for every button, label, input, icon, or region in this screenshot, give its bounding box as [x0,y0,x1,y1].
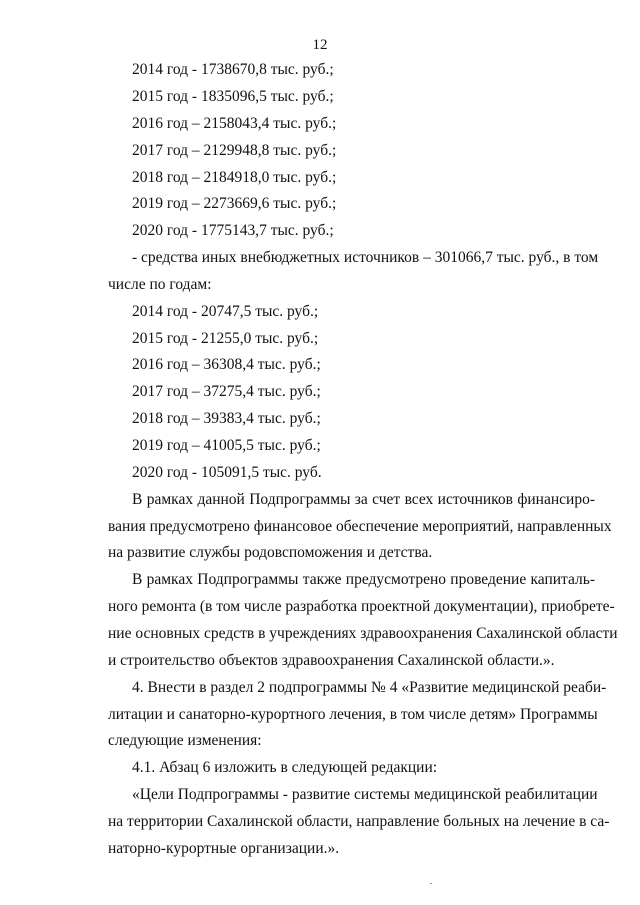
other-year-line-2019: 2019 год – 41005,5 тыс. руб.; [132,437,321,454]
capital-paragraph-line-4: и строительство объектов здравоохранения Сахалинской области.». [108,652,555,669]
year-line-2014: 2014 год - 1738670,8 тыс. руб.; [132,61,334,78]
year-line-2018: 2018 год – 2184918,0 тыс. руб.; [132,169,337,186]
year-line-2017: 2017 год – 2129948,8 тыс. руб.; [132,142,337,159]
item-4-line-1: 4. Внести в раздел 2 подпрограммы № 4 «Развитие медицинской реаби- [132,679,607,696]
goals-line-1: «Цели Подпрограммы - развитие системы медицинской реабилитации [132,786,598,803]
item-4-1: 4.1. Абзац 6 изложить в следующей редакции: [132,759,438,776]
financing-paragraph-line-3: на развитие службы родовспоможения и детства. [108,544,433,561]
year-line-2016: 2016 год – 2158043,4 тыс. руб.; [132,115,337,132]
scan-speck [430,883,432,884]
capital-paragraph-line-3: ние основных средств в учреждениях здравоохранения Сахалинской области [108,625,618,642]
page-number: 12 [312,37,328,53]
other-year-line-2020: 2020 год - 105091,5 тыс. руб. [132,464,322,481]
item-4-line-3: следующие изменения: [108,732,262,749]
financing-paragraph-line-1: В рамках данной Подпрограммы за счет всех источников финансиро- [132,491,595,508]
capital-paragraph-line-2: ного ремонта (в том числе разработка проектной документации), приобрете- [108,598,615,615]
financing-paragraph-line-2: вания предусмотрено финансовое обеспечение мероприятий, направленных [108,518,612,535]
capital-paragraph-line-1: В рамках Подпрограммы также предусмотрено проведение капиталь- [132,571,595,588]
goals-line-2: на территории Сахалинской области, направление больных на лечение в са- [108,813,610,830]
other-year-line-2018: 2018 год – 39383,4 тыс. руб.; [132,410,321,427]
other-sources-line-2: числе по годам: [108,276,212,293]
other-year-line-2015: 2015 год - 21255,0 тыс. руб.; [132,330,319,347]
year-line-2015: 2015 год - 1835096,5 тыс. руб.; [132,88,334,105]
goals-line-3: наторно-курортные организации.». [108,840,340,857]
other-year-line-2014: 2014 год - 20747,5 тыс. руб.; [132,303,319,320]
other-sources-line-1: - средства иных внебюджетных источников – 301066,7 тыс. руб., в том [132,249,599,266]
year-line-2020: 2020 год - 1775143,7 тыс. руб.; [132,222,334,239]
item-4-line-2: литации и санаторно-курортного лечения, в том числе детям» Программы [108,706,598,723]
other-year-line-2017: 2017 год – 37275,4 тыс. руб.; [132,383,321,400]
year-line-2019: 2019 год – 2273669,6 тыс. руб.; [132,195,337,212]
other-year-line-2016: 2016 год – 36308,4 тыс. руб.; [132,356,321,373]
